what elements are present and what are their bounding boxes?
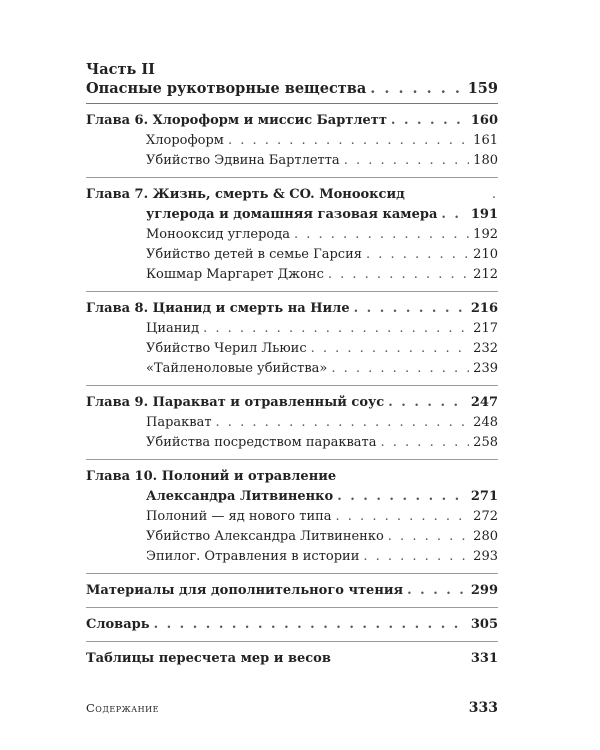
section-title: Убийство Эдвина Бартлетта [146, 153, 340, 168]
section-title: «Тайленоловые убийства» [146, 361, 328, 376]
leader-dots [391, 111, 467, 131]
section-title: Полоний — яд нового типа [146, 509, 332, 524]
page-number: 305 [470, 617, 498, 632]
page-number: 216 [470, 301, 498, 316]
back-matter-title: Материалы для дополнительного чтения [86, 583, 404, 598]
leader-dots [203, 319, 469, 339]
leader-dots [228, 131, 469, 151]
toc-entry-conversion-tables[interactable] [86, 649, 498, 669]
leader-dots [407, 581, 467, 601]
page-number: 210 [473, 247, 498, 262]
section-title: Эпилог. Отравления в истории [146, 549, 360, 564]
toc-entry-section[interactable] [86, 245, 498, 265]
leader-dots [328, 265, 469, 285]
toc-entry-part[interactable] [86, 79, 498, 99]
part-title: Опасные рукотворные вещества [86, 80, 367, 97]
toc-entry-section[interactable] [86, 131, 498, 151]
chapter-label: Глава 7. [86, 187, 149, 202]
leader-dots [216, 413, 470, 433]
page-number: 232 [473, 341, 498, 356]
leader-dots [311, 339, 470, 359]
page-number: 161 [473, 133, 498, 148]
section-title: Цианид [146, 321, 200, 336]
toc-entry-glossary[interactable] [86, 615, 498, 635]
back-matter-title: Таблицы пересчета мер и весов [86, 651, 331, 666]
page-number: 191 [470, 207, 498, 222]
toc-entry-chapter-9[interactable] [86, 393, 498, 413]
divider [86, 385, 498, 386]
toc-entry-chapter-10-line2[interactable] [86, 487, 498, 507]
toc-entry-chapter-10-line1[interactable] [86, 467, 498, 487]
section-title: Кошмар Маргарет Джонс [146, 267, 324, 282]
page-number: 160 [470, 113, 498, 128]
running-footer-section: Содержание [86, 701, 159, 715]
leader-dots [381, 433, 470, 453]
chapter-label: Глава 6. [86, 113, 149, 128]
section-title: Убийство Черил Льюис [146, 341, 307, 356]
section-title: Монооксид углерода [146, 227, 290, 242]
chapter-title-continued: Александра Литвиненко [146, 489, 334, 504]
page-number: 271 [470, 489, 498, 504]
toc-entry-section[interactable] [86, 265, 498, 285]
page-number: 299 [470, 583, 498, 598]
toc-entry-section[interactable] [86, 225, 498, 245]
page-number: 331 [470, 651, 498, 666]
toc-entry-section[interactable] [86, 413, 498, 433]
page-number: 293 [473, 549, 498, 564]
part-label: Часть II [86, 61, 155, 78]
toc-entry-further-reading[interactable] [86, 581, 498, 601]
page-number: 247 [470, 395, 498, 410]
toc-entry-section[interactable] [86, 151, 498, 171]
leader-dots [366, 245, 469, 265]
chapter-label: Глава 8. [86, 301, 149, 316]
page-number: 180 [473, 153, 498, 168]
toc-entry-chapter-8[interactable] [86, 299, 498, 319]
toc-entry-section[interactable] [86, 359, 498, 379]
back-matter-title: Словарь [86, 617, 150, 632]
page-number: 212 [473, 267, 498, 282]
leader-dots: . [491, 187, 498, 202]
section-title: Убийства посредством параквата [146, 435, 377, 450]
toc-entry-section[interactable] [86, 339, 498, 359]
page-footer [86, 700, 498, 716]
section-title: Убийство Александра Литвиненко [146, 529, 384, 544]
divider [86, 459, 498, 460]
section-title: Паракват [146, 415, 212, 430]
chapter-title: Жизнь, смерть & CO. Монооксид [152, 187, 405, 202]
leader-dots [337, 487, 467, 507]
section-title: Убийство детей в семье Гарсия [146, 247, 362, 262]
leader-dots [336, 507, 470, 527]
section-title: Хлороформ [146, 133, 224, 148]
toc-entry-section[interactable] [86, 433, 498, 453]
chapter-label: Глава 10. [86, 469, 158, 484]
leader-dots [354, 299, 467, 319]
chapter-title: Паракват и отравленный соус [152, 395, 385, 410]
chapter-title: Полоний и отравление [161, 469, 337, 484]
page-number: 192 [473, 227, 498, 242]
divider [86, 291, 498, 292]
toc-entry-chapter-6[interactable] [86, 111, 498, 131]
page-number: 248 [473, 415, 498, 430]
toc-entry-section[interactable] [86, 527, 498, 547]
page-number: 258 [473, 435, 498, 450]
chapter-label: Глава 9. [86, 395, 149, 410]
folio-page-number: 333 [468, 700, 498, 716]
toc-entry-chapter-7-line2[interactable] [86, 205, 498, 225]
leader-dots [388, 527, 469, 547]
leader-dots [388, 393, 467, 413]
divider [86, 607, 498, 608]
leader-dots [344, 151, 469, 171]
divider [86, 573, 498, 574]
leader-dots [294, 225, 469, 245]
chapter-title-continued: углерода и домашняя газовая камера [146, 207, 438, 222]
page-number: 159 [467, 80, 498, 97]
chapter-title: Хлороформ и миссис Бартлетт [152, 113, 387, 128]
divider [86, 103, 498, 104]
leader-dots [370, 79, 463, 99]
page-number: 280 [473, 529, 498, 544]
leader-dots [363, 547, 469, 567]
table-of-contents [86, 60, 498, 669]
page-number: 239 [473, 361, 498, 376]
toc-entry-section[interactable] [86, 507, 498, 527]
leader-dots [441, 205, 466, 225]
toc-entry-section[interactable] [86, 319, 498, 339]
divider [86, 641, 498, 642]
leader-dots [154, 615, 467, 635]
divider [86, 177, 498, 178]
page-number: 272 [473, 509, 498, 524]
toc-entry-section[interactable] [86, 547, 498, 567]
chapter-title: Цианид и смерть на Ниле [152, 301, 350, 316]
page-number: 217 [473, 321, 498, 336]
leader-dots [331, 359, 469, 379]
toc-entry-chapter-7-line1[interactable] [86, 185, 498, 205]
